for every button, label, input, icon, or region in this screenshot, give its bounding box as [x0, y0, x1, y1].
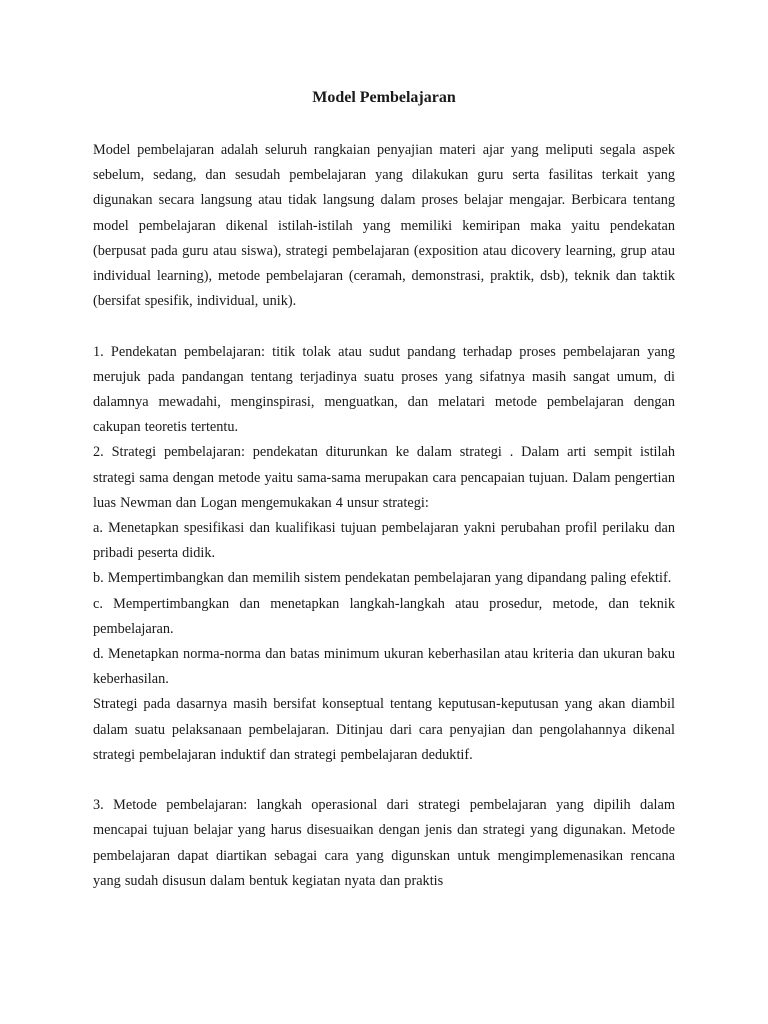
paragraph-spacer	[93, 768, 675, 793]
intro-paragraph: Model pembelajaran adalah seluruh rangkaian penyajian materi ajar yang meliputi segala aspek sebelum, sedang, dan sesudah pembelajaran yang dilakukan guru serta fasilitas terkait yang digunakan secara langsung atau tidak langsung dalam proses belajar mengajar. Berbicara tentang model pembelajaran dikenal istilah-istilah yang memiliki kemiripan maka yaitu pendekatan (berpusat pada guru atau siswa), strategi pembelajaran (exposition atau dicovery learning, grup atau individual learning), metode pembelajaran (ceramah, demonstrasi, praktik, dsb), teknik dan taktik (bersifat spesifik, individual, unik).	[93, 142, 675, 310]
list-item-pendekatan: 1. Pendekatan pembelajaran: titik tolak atau sudut pandang terhadap proses pembelajaran yang merujuk pada pandangan tentang terjadinya suatu proses yang sifatnya masih sangat umum, di dalamnya mewadahi, menginspirasi, menguatkan, dan melatari metode pembelajaran dengan cakupan teoretis tertentu.	[93, 343, 675, 436]
sub-item-b: b. Mempertimbangkan dan memilih sistem pendekatan pembelajaran yang dipandang paling efektif.	[93, 570, 672, 587]
list-item-metode: 3. Metode pembelajaran: langkah operasional dari strategi pembelajaran yang dipilih dalam mencapai tujuan belajar yang harus disesuaikan dengan jenis dan strategi yang digunakan. Metode pembelajaran dapat diartikan sebagai cara yang digunskan untuk mengimplemenasikan rencana yang sudah disusun dalam bentuk kegiatan nyata dan praktis	[93, 797, 675, 889]
sub-item-a: a. Menetapkan spesifikasi dan kualifikasi tujuan pembelajaran yakni perubahan profil perilaku dan pribadi peserta didik.	[93, 520, 675, 562]
document-title: Model Pembelajaran	[312, 89, 456, 106]
strategy-summary-paragraph: Strategi pada dasarnya masih bersifat konseptual tentang keputusan-keputusan yang akan diambil dalam suatu pelaksanaan pembelajaran. Ditinjau dari cara penyajian dan pengolahannya dikenal strategi pembelajaran induktif dan strategi pembelajaran deduktif.	[93, 696, 675, 763]
document-body	[93, 138, 675, 894]
list-item-strategi: 2. Strategi pembelajaran: pendekatan diturunkan ke dalam strategi . Dalam arti sempit istilah strategi sama dengan metode yaitu sama-sama merupakan cara pencapaian tujuan. Dalam pengertian luas Newman dan Logan mengemukakan 4 unsur strategi:	[93, 444, 675, 511]
sub-item-c: c. Mempertimbangkan dan menetapkan langkah-langkah atau prosedur, metode, dan teknik pembelajaran.	[93, 595, 675, 637]
sub-item-d: d. Menetapkan norma-norma dan batas minimum ukuran keberhasilan atau kriteria dan ukuran baku keberhasilan.	[93, 646, 675, 688]
paragraph-spacer	[93, 314, 675, 339]
